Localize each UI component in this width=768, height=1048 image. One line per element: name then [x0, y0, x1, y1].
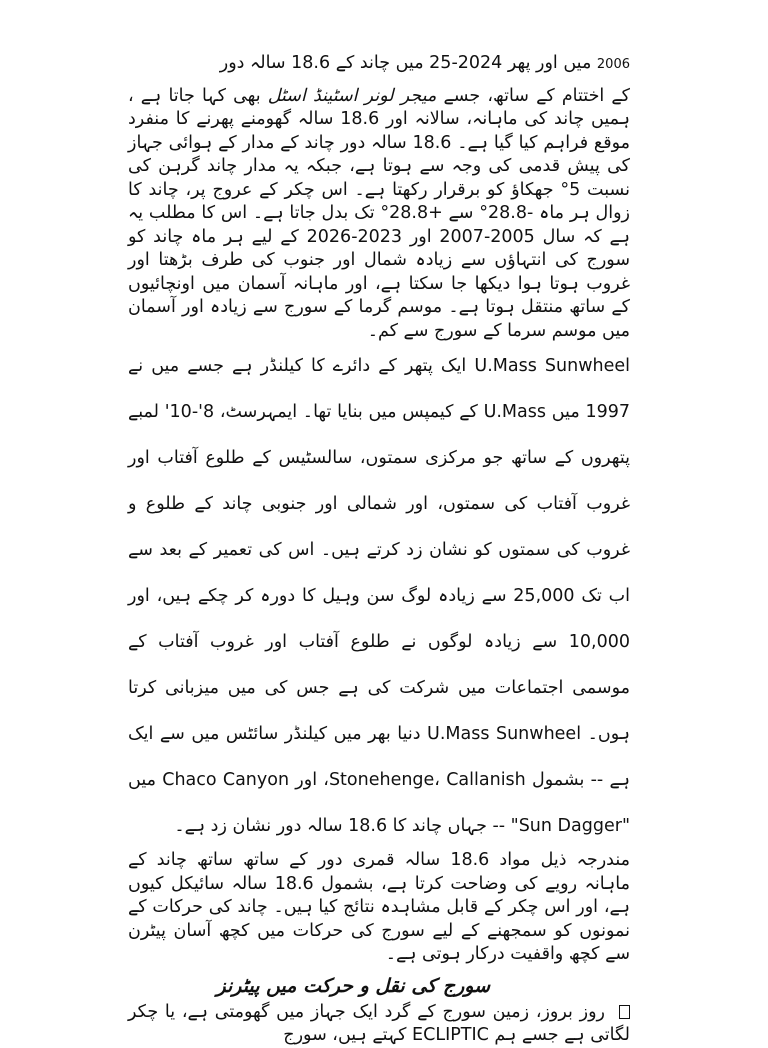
paragraph-1-first-line — [128, 52, 630, 77]
section-heading: سورج کی نقل و حرکت میں پیٹرنز — [216, 974, 490, 997]
paragraph-1-text-b: بھی کہا جاتا ہے ، ہمیں چاند کی ماہانہ، سالانہ اور 18.6 سالہ گھومنے پھرنے کا منفرد موقع فراہم کیا گیا ہے۔ 18.6 سالہ دور چاند کے مدار کے ہوائی جہاز کی پیش قدمی کی وجہ سے ہوتا ہے، جبکہ یہ مدار چاند گرہن کی نسبت 5° جھکاؤ کو برقرار رکھتا ہے۔ اس چکر کے عروج پر، چاند کا زوال ہر ماہ -28.8° سے +28.8° تک بدل جاتا ہے۔ اس کا مطلب یہ ہے کہ سال 2005-2007 اور 2023-2026 کے لیے ہر ماہ چاند کو سورج کی انتہاؤں سے زیادہ شمال اور جنوب کی طرف بڑھتا اور غروب ہوتا ہوا دیکھا جا سکتا ہے، اور ماہانہ آسمان میں اونچائیوں کے ساتھ منتقل ہوتا ہے۔ موسم گرما کے سورج سے زیادہ اور آسمان میں موسم سرما کے سورج سے کم۔ — [128, 85, 631, 341]
bullet-box-icon — [619, 1005, 630, 1019]
paragraph-1 — [128, 85, 630, 344]
paragraph-1-text-a: کے اختتام کے ساتھ، جسے — [436, 85, 630, 106]
bullet-text: روز بروز، زمین سورج کے گرد ایک جہاز میں گھومتی ہے، یا چکر لگاتی ہے جسے ہم ECLIPTIC کہتے ہیں، سورج — [128, 1001, 630, 1045]
document-page — [128, 52, 630, 1048]
paragraph-1-line-1: میں اور پھر 2024-25 میں چاند کے 18.6 سالہ دور — [219, 53, 597, 73]
major-lunar-standstill-term: میجر لونر اسٹینڈ اسٹل — [267, 85, 437, 106]
year-2006: 2006 — [596, 57, 630, 72]
bullet-paragraph — [128, 1001, 630, 1048]
paragraph-2: U.Mass Sunwheel ایک پتھر کے دائرے کا کیلنڈر ہے جسے میں نے 1997 میں U.Mass کے کیمپس میں بنایا تھا۔ ایمہرسٹ، 8'-10' لمبے پتھروں کے ساتھ جو مرکزی سمتوں، سالسٹیس کے طلوع آفتاب اور غروب آفتاب کی سمتوں، اور شمالی اور جنوبی چاند کے طلوع و غروب کی سمتوں کو نشان زد کرتے ہیں۔ اس کی تعمیر کے بعد سے اب تک 25,000 سے زیادہ لوگ سن وہیل کا دورہ کر چکے ہیں، اور 10,000 سے زیادہ لوگوں نے طلوع آفتاب اور غروب آفتاب کے موسمی اجتماعات میں شرکت کی ہے جس کی میں میزبانی کرتا ہوں۔ U.Mass Sunwheel دنیا بھر میں کیلنڈر سائٹس میں سے ایک ہے -- بشمول Stonehenge، Callanish، اور Chaco Canyon میں "Sun Dagger" -- جہاں چاند کا 18.6 سالہ دور نشان زد ہے۔ — [128, 356, 631, 836]
paragraph-3: مندرجہ ذیل مواد 18.6 سالہ قمری دور کے ساتھ ساتھ چاند کے ماہانہ رویے کی وضاحت کرتا ہے، بشمول 18.6 سالہ سائیکل کیوں ہے، اور اس چکر کے قابل مشاہدہ نتائج کیا ہیں۔ چاند کی حرکات کے نمونوں کو سمجھنے کے لیے سورج کی حرکات میں کچھ آسان پیٹرن سے کچھ واقفیت درکار ہوتی ہے۔ — [128, 850, 630, 964]
